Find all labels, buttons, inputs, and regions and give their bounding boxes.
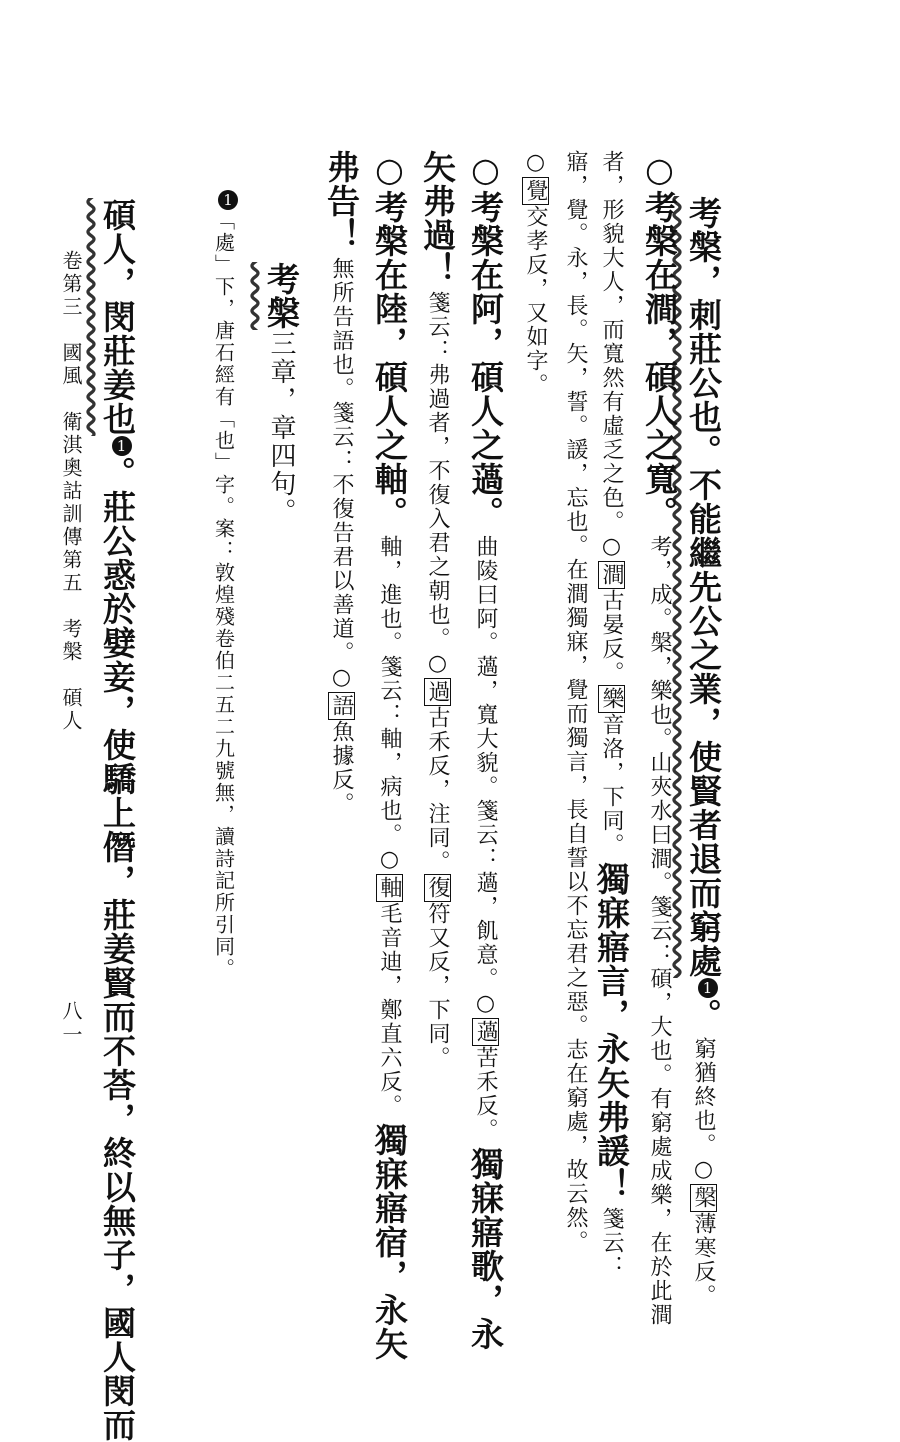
text-column-1: 考槃，刺莊公也。不能繼先公之業，使賢者退而窮處1。 窮猶終也。○槃薄寒反。 — [684, 196, 723, 1309]
commentary: 箋云：弗過者，不復入君之朝也。○ — [425, 291, 450, 679]
text-column-4 — [563, 150, 588, 1254]
verse-line: ○考槃在澗，碩人之寬。 — [640, 150, 679, 530]
boxed-character: 樂 — [599, 687, 624, 711]
commentary: 魚據反。 — [329, 720, 354, 817]
page-number: 八一 — [59, 1000, 83, 1048]
footnote-marker: 1 — [112, 436, 132, 456]
preface-text: 。莊公惑於嬖妾，使驕上僭，莊姜賢而不荅，終以無子，國人閔而 — [98, 456, 137, 1442]
commentary: 曲陵曰阿。薖，寬大貌。箋云：薖，飢意。○ — [473, 535, 498, 1019]
text-column-8 — [370, 150, 409, 1362]
commentary: 窮猶終也。 — [691, 1037, 716, 1158]
boxed-character: 覺 — [523, 179, 548, 203]
commentary: 符又反，下同。 — [425, 902, 450, 1071]
commentary: 毛音迪，鄭直六反。 — [377, 902, 402, 1119]
footnote-marker: 1 — [698, 978, 718, 998]
commentary: 交孝反，又如字。 — [523, 205, 548, 397]
commentary: 音洛，下同。 — [599, 713, 624, 857]
running-head: 卷第三 國風 衛淇奧詁訓傳第五 考槃 碩人 — [59, 250, 83, 733]
verse-line: 矢弗過！ — [418, 150, 457, 286]
text-column-6 — [466, 150, 505, 1352]
footnote-text: 「處」下，唐石經有「也」字。案：敦煌殘卷伯二五二九號無，讀詩記所引同。 — [211, 210, 236, 980]
commentary: 無所告語也。箋云：不復告君以善道。○ — [329, 257, 354, 693]
poem-title: 碩人，閔莊姜也 — [98, 198, 137, 436]
commentary: 薄寒反。 — [691, 1212, 716, 1309]
commentary: ○ — [523, 150, 548, 177]
section-summary — [262, 262, 300, 1352]
text-column-5 — [523, 150, 548, 1240]
verse-line: 獨寐寤言，永矢弗諼！ — [592, 862, 631, 1203]
verse-line: 獨寐寤歌，永 — [466, 1147, 505, 1352]
verse-line: ○考槃在阿，碩人之薖。 — [466, 150, 505, 530]
commentary: 古晏反。 — [599, 589, 624, 685]
verse-line: ○考槃在陸，碩人之軸。 — [370, 150, 409, 530]
verse-line: 獨寐寤宿，永矢 — [370, 1123, 409, 1362]
commentary: 軸，進也。箋云：軸，病也。○ — [377, 535, 402, 875]
boxed-character: 語 — [329, 694, 354, 719]
verse-line: 弗告！ — [322, 150, 361, 252]
boxed-character: 槃 — [691, 1186, 716, 1211]
boxed-character: 澗 — [599, 563, 624, 587]
boxed-character: 軸 — [377, 876, 402, 901]
commentary: 箋云： — [599, 1207, 624, 1280]
commentary: 苦禾反。 — [473, 1046, 498, 1143]
commentary: 考，成。槃，樂也。山夾水曰澗。箋云：碩，大也。有窮處成樂，在於此澗 — [647, 535, 672, 1328]
footnote — [212, 190, 239, 1280]
footnote-marker: 1 — [218, 190, 238, 210]
text-column-3 — [592, 150, 631, 1280]
commentary: 寤，覺。永，長。矢，誓。諼，忘也。在澗獨寐，覺而獨言，長自誓以不忘君之惡。志在窮處，故云然。 — [563, 150, 588, 1254]
commentary: 者，形貌大人，而寬然有虛乏之色。○ — [599, 150, 624, 561]
poem-title: 考槃，刺莊公也。不能繼先公之業，使賢者退而窮處 — [684, 196, 723, 978]
text-column-9 — [322, 150, 360, 1240]
chapter-count: 三章，章四句。 — [266, 330, 296, 526]
text-column-12 — [98, 198, 137, 1442]
poem-title: 考槃 — [262, 262, 301, 330]
boxed-character: 過 — [425, 680, 450, 705]
commentary: 古禾反，注同。 — [425, 706, 450, 875]
text-column-7 — [418, 150, 456, 1240]
boxed-character: 薖 — [473, 1020, 498, 1045]
boxed-character: 復 — [425, 876, 450, 901]
text-column-2 — [640, 150, 679, 1328]
